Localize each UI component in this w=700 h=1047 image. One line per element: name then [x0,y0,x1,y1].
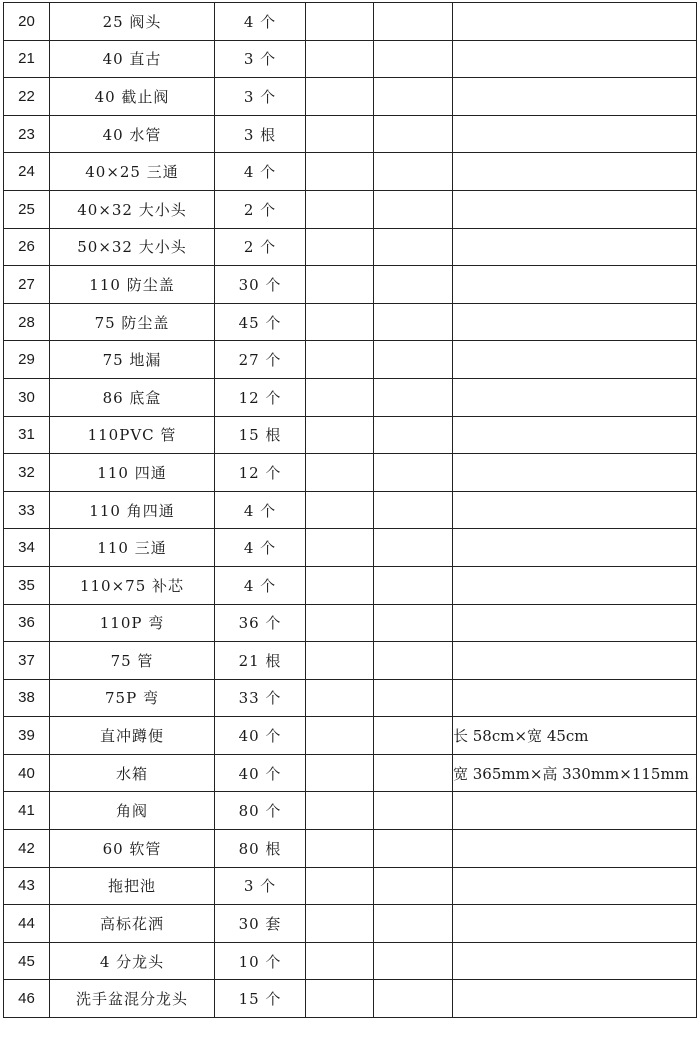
blank-cell [306,529,374,567]
blank-cell [306,792,374,830]
blank-cell [306,303,374,341]
table-row [4,190,697,228]
row-number-cell: 34 [4,529,50,567]
quantity-cell: 36 个 [215,604,306,642]
item-name-cell: 洗手盆混分龙头 [50,980,215,1018]
row-number-cell: 36 [4,604,50,642]
quantity-cell: 12 个 [215,378,306,416]
blank-cell [306,78,374,116]
row-number-cell: 38 [4,679,50,717]
row-number-cell: 23 [4,115,50,153]
spec-cell [453,529,697,567]
item-name-cell: 110P 弯 [50,604,215,642]
item-name-cell: 110 三通 [50,529,215,567]
row-number-cell: 46 [4,980,50,1018]
table-row [4,228,697,266]
row-number-cell: 45 [4,942,50,980]
quantity-cell: 4 个 [215,566,306,604]
table-row [4,416,697,454]
spec-cell [453,3,697,41]
table-row [4,867,697,905]
blank-cell [306,830,374,868]
table-row [4,40,697,78]
blank-cell [306,980,374,1018]
blank-cell [306,604,374,642]
spec-cell [453,115,697,153]
row-number-cell: 33 [4,491,50,529]
blank-cell [306,3,374,41]
table-row [4,679,697,717]
blank-cell [306,190,374,228]
quantity-cell: 40 个 [215,754,306,792]
blank-cell [374,266,453,304]
item-name-cell: 60 软管 [50,830,215,868]
blank-cell [306,566,374,604]
item-name-cell: 高标花洒 [50,905,215,943]
quantity-cell: 3 个 [215,867,306,905]
item-name-cell: 水箱 [50,754,215,792]
quantity-cell: 15 根 [215,416,306,454]
blank-cell [306,40,374,78]
blank-cell [374,378,453,416]
item-name-cell: 110 防尘盖 [50,266,215,304]
row-number-cell: 32 [4,454,50,492]
quantity-cell: 21 根 [215,642,306,680]
item-name-cell: 110 四通 [50,454,215,492]
blank-cell [306,266,374,304]
item-name-cell: 75 管 [50,642,215,680]
row-number-cell: 42 [4,830,50,868]
quantity-cell: 2 个 [215,190,306,228]
blank-cell [306,115,374,153]
quantity-cell: 4 个 [215,529,306,567]
blank-cell [374,416,453,454]
table-row [4,378,697,416]
table-row [4,491,697,529]
table-row [4,830,697,868]
spec-cell [453,341,697,379]
row-number-cell: 35 [4,566,50,604]
spec-cell [453,491,697,529]
row-number-cell: 25 [4,190,50,228]
table-row [4,604,697,642]
spec-cell [453,980,697,1018]
blank-cell [374,529,453,567]
spec-cell [453,867,697,905]
table-row [4,566,697,604]
quantity-cell: 12 个 [215,454,306,492]
row-number-cell: 30 [4,378,50,416]
item-name-cell: 40 直古 [50,40,215,78]
table-row [4,980,697,1018]
blank-cell [374,566,453,604]
table-row [4,942,697,980]
blank-cell [374,303,453,341]
quantity-cell: 2 个 [215,228,306,266]
table-row [4,642,697,680]
blank-cell [374,3,453,41]
blank-cell [306,228,374,266]
blank-cell [374,115,453,153]
spec-cell [453,566,697,604]
blank-cell [374,867,453,905]
item-name-cell: 4 分龙头 [50,942,215,980]
row-number-cell: 29 [4,341,50,379]
blank-cell [306,378,374,416]
item-name-cell: 75P 弯 [50,679,215,717]
spec-cell [453,303,697,341]
blank-cell [374,604,453,642]
blank-cell [374,679,453,717]
blank-cell [374,491,453,529]
quantity-cell: 4 个 [215,153,306,191]
quantity-cell: 10 个 [215,942,306,980]
blank-cell [306,867,374,905]
quantity-cell: 4 个 [215,3,306,41]
spec-cell [453,416,697,454]
blank-cell [374,190,453,228]
row-number-cell: 31 [4,416,50,454]
spec-cell [453,454,697,492]
quantity-cell: 80 个 [215,792,306,830]
quantity-cell: 80 根 [215,830,306,868]
blank-cell [374,341,453,379]
row-number-cell: 40 [4,754,50,792]
table-row [4,754,697,792]
item-name-cell: 角阀 [50,792,215,830]
quantity-cell: 3 个 [215,40,306,78]
row-number-cell: 21 [4,40,50,78]
spec-cell [453,942,697,980]
item-name-cell: 40×25 三通 [50,153,215,191]
item-name-cell: 110PVC 管 [50,416,215,454]
blank-cell [374,905,453,943]
row-number-cell: 20 [4,3,50,41]
spec-cell [453,792,697,830]
blank-cell [306,416,374,454]
quantity-cell: 4 个 [215,491,306,529]
row-number-cell: 28 [4,303,50,341]
row-number-cell: 43 [4,867,50,905]
spec-cell: 长 58cm×宽 45cm [453,717,697,755]
blank-cell [374,717,453,755]
item-name-cell: 110 角四通 [50,491,215,529]
blank-cell [306,491,374,529]
item-name-cell: 40 水管 [50,115,215,153]
blank-cell [306,341,374,379]
quantity-cell: 3 个 [215,78,306,116]
item-name-cell: 直冲蹲便 [50,717,215,755]
spec-cell [453,190,697,228]
row-number-cell: 41 [4,792,50,830]
blank-cell [306,905,374,943]
item-name-cell: 50×32 大小头 [50,228,215,266]
materials-table [3,2,697,1018]
table-row [4,303,697,341]
row-number-cell: 39 [4,717,50,755]
row-number-cell: 37 [4,642,50,680]
table-row [4,529,697,567]
row-number-cell: 26 [4,228,50,266]
table-row [4,3,697,41]
blank-cell [374,980,453,1018]
blank-cell [306,942,374,980]
quantity-cell: 15 个 [215,980,306,1018]
quantity-cell: 30 套 [215,905,306,943]
table-row [4,115,697,153]
spec-cell [453,679,697,717]
blank-cell [374,40,453,78]
quantity-cell: 40 个 [215,717,306,755]
blank-cell [374,642,453,680]
blank-cell [374,830,453,868]
spec-cell [453,378,697,416]
table-row [4,792,697,830]
spec-cell [453,40,697,78]
spec-cell: 宽 365mm×高 330mm×115mm [453,754,697,792]
table-row [4,78,697,116]
item-name-cell: 拖把池 [50,867,215,905]
table-row [4,266,697,304]
blank-cell [306,153,374,191]
spec-cell [453,905,697,943]
item-name-cell: 75 防尘盖 [50,303,215,341]
blank-cell [374,454,453,492]
blank-cell [306,642,374,680]
item-name-cell: 75 地漏 [50,341,215,379]
spec-cell [453,266,697,304]
quantity-cell: 3 根 [215,115,306,153]
quantity-cell: 45 个 [215,303,306,341]
item-name-cell: 40 截止阀 [50,78,215,116]
blank-cell [374,228,453,266]
spec-cell [453,153,697,191]
row-number-cell: 27 [4,266,50,304]
materials-table-body [4,3,697,1018]
blank-cell [306,679,374,717]
row-number-cell: 44 [4,905,50,943]
table-row [4,341,697,379]
spec-cell [453,830,697,868]
blank-cell [374,754,453,792]
row-number-cell: 22 [4,78,50,116]
quantity-cell: 30 个 [215,266,306,304]
blank-cell [374,78,453,116]
row-number-cell: 24 [4,153,50,191]
blank-cell [374,942,453,980]
quantity-cell: 33 个 [215,679,306,717]
spec-cell [453,78,697,116]
blank-cell [374,792,453,830]
table-row [4,717,697,755]
blank-cell [306,754,374,792]
table-row [4,454,697,492]
blank-cell [306,454,374,492]
spec-cell [453,228,697,266]
item-name-cell: 110×75 补芯 [50,566,215,604]
table-row [4,905,697,943]
table-row [4,153,697,191]
blank-cell [306,717,374,755]
item-name-cell: 25 阀头 [50,3,215,41]
quantity-cell: 27 个 [215,341,306,379]
spec-cell [453,604,697,642]
item-name-cell: 40×32 大小头 [50,190,215,228]
spec-cell [453,642,697,680]
item-name-cell: 86 底盒 [50,378,215,416]
blank-cell [374,153,453,191]
